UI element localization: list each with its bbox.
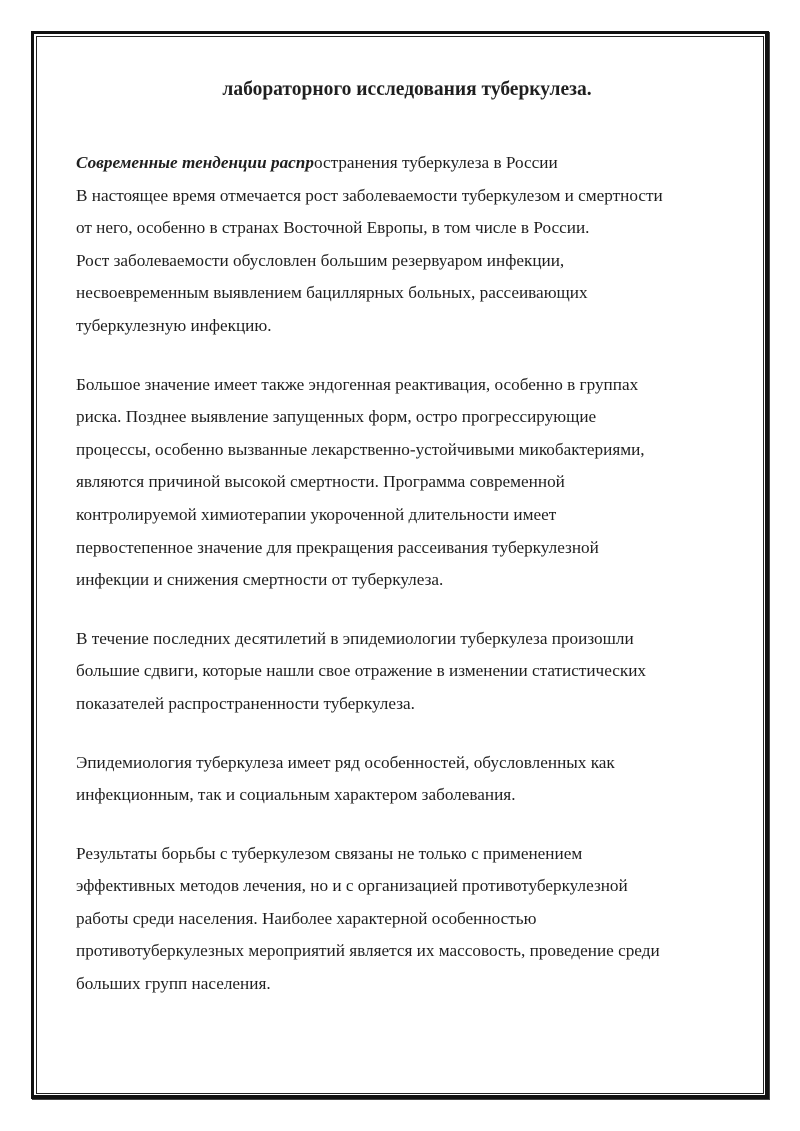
paragraph-line: процессы, особенно вызванные лекарственно-устойчивыми микобактериями, <box>76 439 645 459</box>
paragraph-line: несвоевременным выявлением бациллярных больных, рассеивающих <box>76 283 588 303</box>
paragraph-line: являются причиной высокой смертности. Программа современной <box>76 472 565 492</box>
section-heading <box>76 147 736 180</box>
paragraph-line: противотуберкулезных мероприятий является их массовость, проведение среди <box>76 941 660 961</box>
document-title: лабораторного исследования туберкулеза. <box>222 79 592 100</box>
paragraph-line: Рост заболеваемости обусловлен большим резервуаром инфекции, <box>76 250 565 270</box>
paragraph-line: Большое значение имеет также эндогенная реактивация, особенно в группах <box>76 374 639 394</box>
paragraph-2 <box>76 369 736 597</box>
paragraph-line: контролируемой химиотерапии укороченной длительности имеет <box>76 504 557 524</box>
section-heading-rest: остранения туберкулеза в России <box>313 153 558 172</box>
paragraph-line: В настоящее время отмечается рост заболеваемости туберкулезом и смертности <box>76 185 663 205</box>
paragraph-line: первостепенное значение для прекращения рассеивания туберкулезной <box>76 537 599 557</box>
paragraph-line: эффективных методов лечения, но и с организацией противотуберкулезной <box>76 876 628 896</box>
paragraph-5 <box>76 838 736 1001</box>
paragraph-1 <box>76 180 736 343</box>
paragraph-line: Результаты борьбы с туберкулезом связаны не только с применением <box>76 843 583 863</box>
paragraph-line: показателей распространенности туберкулеза. <box>76 693 415 713</box>
document-body <box>76 70 736 1001</box>
paragraph-line: Эпидемиология туберкулеза имеет ряд особенностей, обусловленных как <box>76 752 615 772</box>
paragraph-line: больших групп населения. <box>76 974 271 994</box>
paragraph-line: В течение последних десятилетий в эпидемиологии туберкулеза произошли <box>76 628 634 648</box>
paragraph-line: большие сдвиги, которые нашли свое отражение в изменении статистических <box>76 661 647 681</box>
paragraph-4 <box>76 747 736 812</box>
paragraph-line: инфекции и снижения смертности от туберкулеза. <box>76 570 444 590</box>
paragraph-3 <box>76 623 736 721</box>
section-heading-emphasis: Современные тенденции распр <box>76 153 314 172</box>
paragraph-line: от него, особенно в странах Восточной Европы, в том числе в России. <box>76 218 590 238</box>
paragraph-line: туберкулезную инфекцию. <box>76 315 272 335</box>
paragraph-line: инфекционным, так и социальным характером заболевания. <box>76 785 516 805</box>
paragraph-line: риска. Позднее выявление запущенных форм, остро прогрессирующие <box>76 407 597 427</box>
paragraph-line: работы среди населения. Наиболее характерной особенностью <box>76 908 537 928</box>
